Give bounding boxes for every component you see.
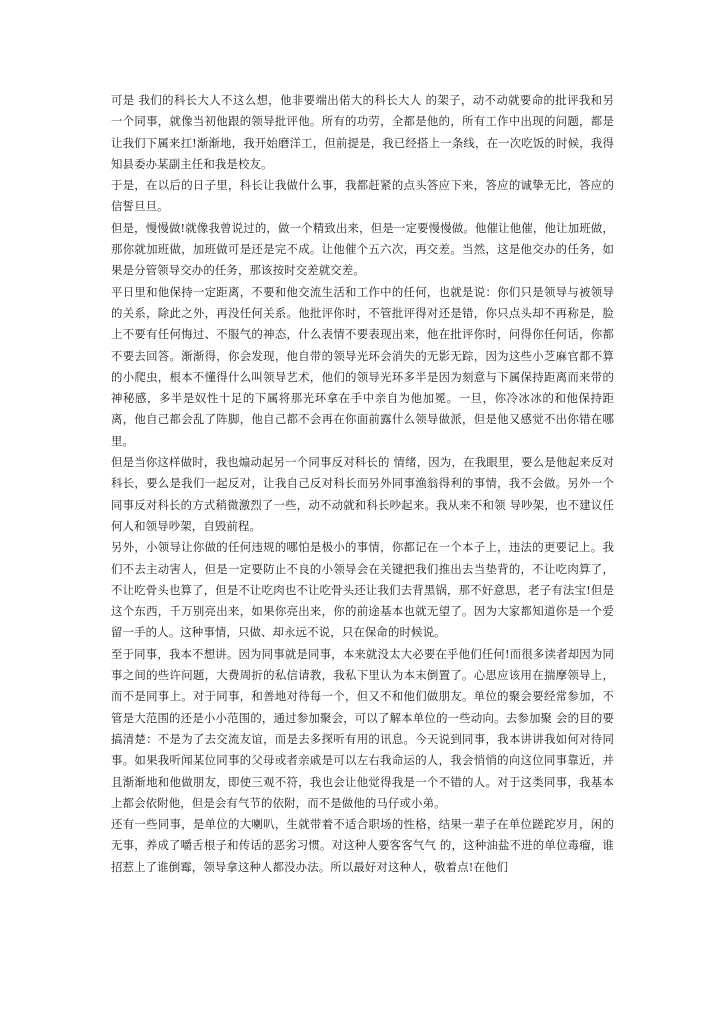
paragraph: 另外，小领导让你做的任何违规的哪怕是极小的事情，你都记在一个本子上，违法的更要记上。我们不去主动害人，但是一定要防止不良的小领导会在关键把我们推出去当垫背的，不让吃肉算了，不让吃骨头也算了，但是不让吃肉也不让吃骨头还让我们去背黑锅，那不好意思，老子有法宝!但是这个东西，千万别亮出来，如果你亮出来，你的前途基本也就无望了。因为大家都知道你是一个爱留一手的人。这种事情，只做、却永远不说，只在保命的时候说。 bbox=[111, 540, 614, 640]
paragraph: 平日里和他保持一定距离，不要和他交流生活和工作中的任何，也就是说：你们只是领导与被领导的关系，除此之外，再没任何关系。他批评你时，不管批评得对还是错，你只点头却不再称是，脸上不要有任何悔过、不服气的神态，什么表情不要表现出来，他在批评你时，问得你任何话，你都不要去回答。渐渐得，你会发现，他自带的领导光环会消失的无影无踪，因为这些小芝麻官都不算的小爬虫，根本不懂得什么叫领导艺术，他们的领导光环多半是因为刻意与下属保持距离而来带的神秘感，多半是奴性十足的下属将那光环拿在手中亲自为他加冕。一旦，你冷冰冰的和他保持距离，他自己都会乱了阵脚，他自己都不会再在你面前露什么领导做派，但是他又感觉不出你错在哪里。 bbox=[111, 284, 614, 448]
paragraph: 但是当你这样做时，我也煽动起另一个同事反对科长的 情绪，因为，在我眼里，要么是他起来反对科长，要么是我们一起反对，让我自己反对科长而另外同事渔翁得利的事情，我不会做。另外一个同事反对科长的方式稍微激烈了一些，动不动就和科长吵起来。我从来不和领 导吵架，也不建议任何人和领导吵架，自毁前程。 bbox=[111, 455, 614, 533]
paragraph: 于是，在以后的日子里，科长让我做什么事，我都赶紧的点头答应下来，答应的诚挚无比，答应的信誓旦旦。 bbox=[111, 178, 614, 214]
paragraph: 还有一些同事，是单位的大喇叭，生就带着不适合职场的性格，结果一辈子在单位蹉跎岁月，闲的无事，养成了嚼舌根子和传话的恶劣习惯。对这种人要客客气气 的，这种油盐不进的单位毒瘤，谁招惹上了谁倒霉，领导拿这种人都没办法。所以最好对这种人，敬着点!在他们 bbox=[111, 817, 614, 874]
paragraph: 但是，慢慢做!就像我曾说过的，做一个精致出来，但是一定要慢慢做。他催让他催，他让加班做，那你就加班做，加班做可是还是完不成。让他催个五六次，再交差。当然，这是他交办的任务，如果是分管领导交办的任务，那该按时交差就交差。 bbox=[111, 220, 614, 278]
paragraph: 可是 我们的科长大人不这么想，他非要端出偌大的科长大人 的架子，动不动就要命的批评我和另一个同事，就像当初他跟的领导批评他。所有的功劳，全都是他的，所有工作中出现的问题，都是让我们下属来扛!渐渐地，我开始磨洋工，但前提是，我已经搭上一条线，在一次吃饭的时候，我得知县委办某副主任和我是校友。 bbox=[111, 93, 614, 171]
paragraph: 至于同事，我本不想讲。因为同事就是同事，本来就没太大必要在乎他们任何!而很多读者却因为同事之间的些许问题，大费周折的私信请教，我私下里认为本末倒置了。心思应该用在揣摩领导上，而不是同事上。对于同事，和善地对待每一个，但又不和他们做朋友。单位的聚会要经常参加，不管是大范围的还是小小范围的，通过参加聚会，可以了解本单位的一些动向。去参加聚 会的目的要搞清楚：不是为了去交流友谊，而是去多探听有用的讯息。今天说到同事，我本讲讲我如何对待同事。如果我听闻某位同事的父母或者亲戚是可以左右我命运的人，我会悄悄的向这位同事靠近，并且渐渐地和他做朋友，即使三观不符，我也会让他觉得我是一个不错的人。对于这类同事，我基本上都会依附他，但是会有气节的依附，而不是做他的马仔或小弟。 bbox=[111, 646, 614, 810]
document-body bbox=[111, 90, 614, 878]
